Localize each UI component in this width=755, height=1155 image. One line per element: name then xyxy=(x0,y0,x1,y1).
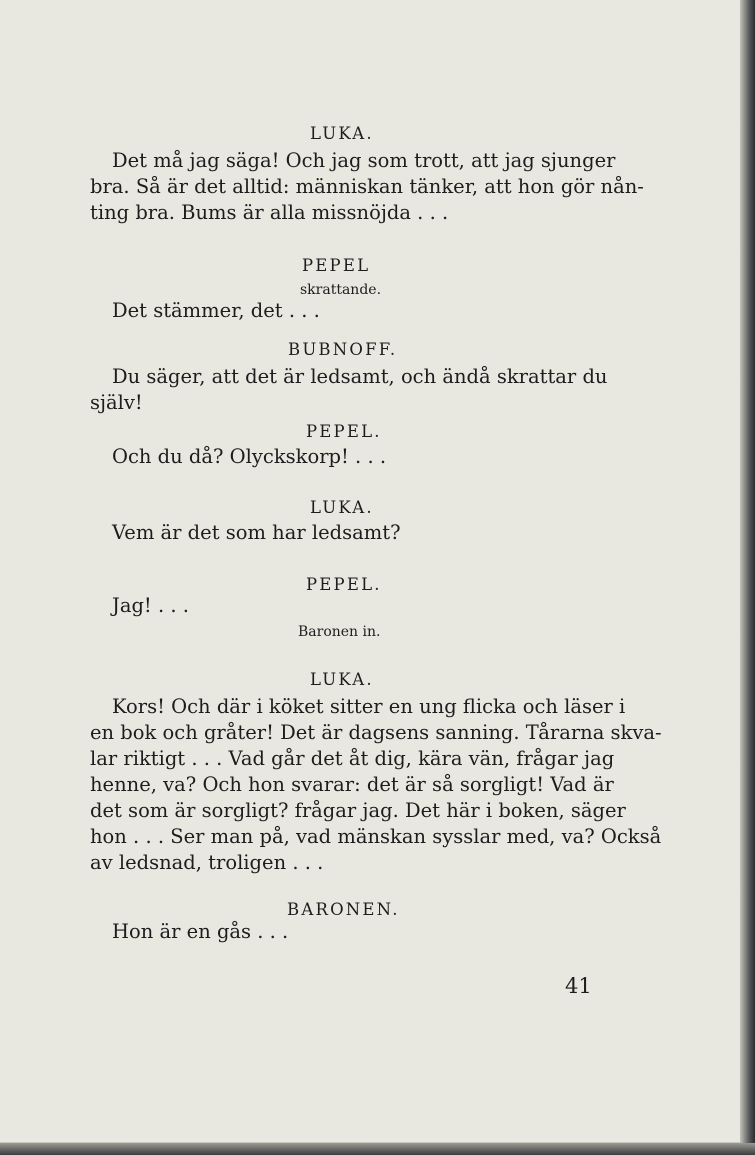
dialogue-line: henne, va? Och hon svarar: det är så sorgligt! Vad är xyxy=(90,773,614,796)
dialogue-line: Hon är en gås . . . xyxy=(112,920,289,943)
dialogue-line: hon . . . Ser man på, vad mänskan sysslar med, va? Också xyxy=(90,825,662,848)
page-number: 41 xyxy=(565,974,592,998)
dialogue-line: Det må jag säga! Och jag som trott, att jag sjunger xyxy=(112,149,616,172)
dialogue-line: lar riktigt . . . Vad går det åt dig, kära vän, frågar jag xyxy=(90,747,615,770)
speaker-name: PEPEL. xyxy=(306,575,382,594)
dialogue-line: bra. Så är det alltid: människan tänker, att hon gör nån- xyxy=(90,175,644,198)
dialogue-line: ting bra. Bums är alla missnöjda . . . xyxy=(90,201,449,224)
dialogue-line: Det stämmer, det . . . xyxy=(112,299,320,322)
speaker-name: LUKA. xyxy=(310,124,374,143)
stage-direction: Baronen in. xyxy=(298,624,381,640)
dialogue-line: Jag! . . . xyxy=(112,594,189,617)
speaker-name: LUKA. xyxy=(310,498,374,517)
speaker-name: PEPEL xyxy=(302,256,371,275)
dialogue-line: Vem är det som har ledsamt? xyxy=(112,521,401,544)
dialogue-line: Och du då? Olyckskorp! . . . xyxy=(112,445,387,468)
page-bottom-shadow xyxy=(0,1143,755,1155)
page-edge-shadow xyxy=(741,0,755,1155)
dialogue-line: en bok och gråter! Det är dagsens sanning. Tårarna skva- xyxy=(90,721,662,744)
speaker-name: PEPEL. xyxy=(306,422,382,441)
dialogue-line: Du säger, att det är ledsamt, och ändå skrattar du xyxy=(112,365,608,388)
speaker-name: BUBNOFF. xyxy=(288,340,398,359)
speaker-name: BARONEN. xyxy=(287,900,400,919)
dialogue-line: Kors! Och där i köket sitter en ung flicka och läser i xyxy=(112,695,626,718)
dialogue-line: det som är sorgligt? frågar jag. Det här i boken, säger xyxy=(90,799,626,822)
dialogue-paragraph xyxy=(90,694,662,876)
dialogue-paragraph xyxy=(90,148,644,226)
stage-direction: skrattande. xyxy=(300,282,382,298)
speaker-name: LUKA. xyxy=(310,670,374,689)
dialogue-line: själv! xyxy=(90,391,143,414)
dialogue-line: av ledsnad, troligen . . . xyxy=(90,851,324,874)
dialogue-paragraph xyxy=(90,364,608,416)
